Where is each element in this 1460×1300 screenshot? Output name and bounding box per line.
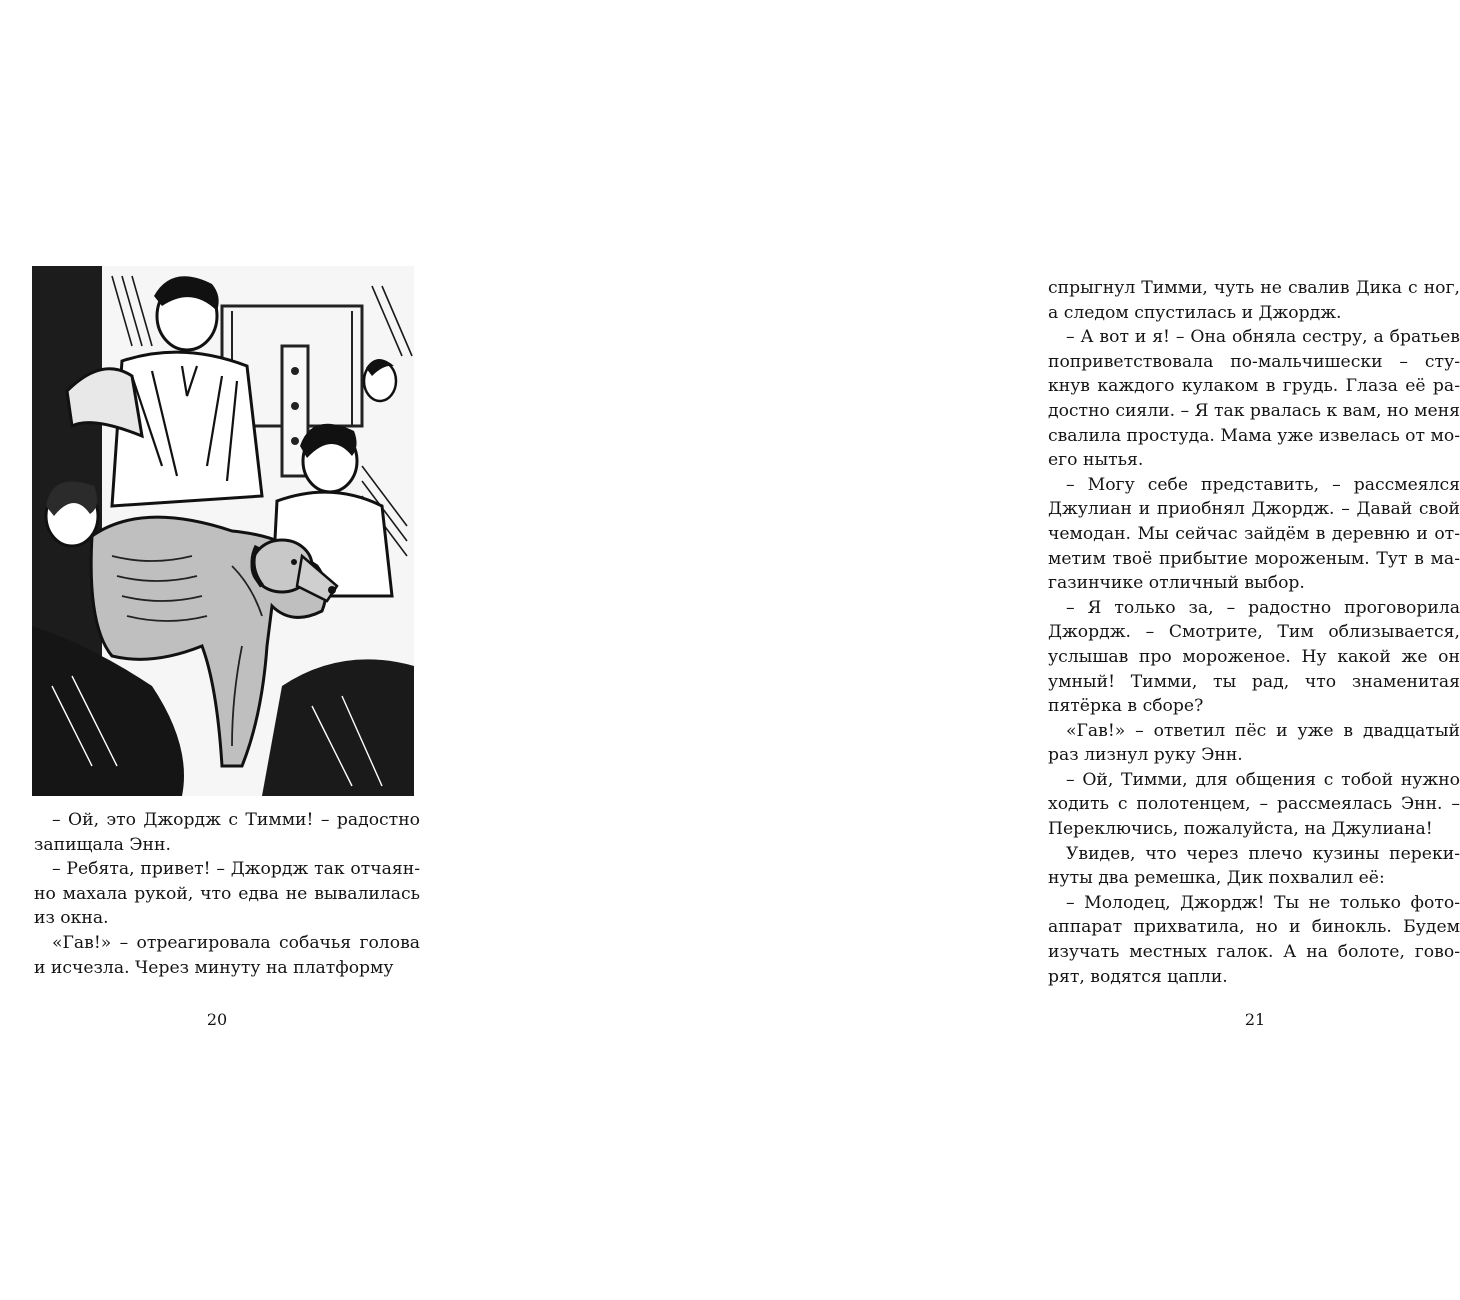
paragraph: Увидев, что через плечо кузины перекинуты два ремешка, Дик похвалил её: <box>1048 843 1460 889</box>
paragraph: – Молодец, Джордж! Ты не только фотоаппарат прихватила, но и бинокль. Будем изучать местных галок. А на болоте, говорят, водятся цапли. <box>1048 892 1460 987</box>
paragraph: – Могу себе представить, – рассмеялся Джулиан и приобнял Джордж. – Давай свой чемодан. Мы сейчас зайдём в деревню и отметим твоё прибытие мороженым. Тут в магазинчике отличный выбор. <box>1048 474 1460 594</box>
paragraph: «Гав!» – отреагировала собачья голова и исчезла. Через минуту на платформу <box>34 932 420 978</box>
book-illustration <box>32 266 414 796</box>
children-with-dog-illustration-icon <box>32 266 414 796</box>
paragraph: – А вот и я! – Она обняла сестру, а братьев поприветствовала по-мальчишески – стукнув каждого кулаком в грудь. Глаза её радостно сияли. – Я так рвалась к вам, но меня свалила простуда. Мама уже извелась от моего нытья. <box>1048 327 1460 471</box>
paragraph: «Гав!» – ответил пёс и уже в двадцатый раз лизнул руку Энн. <box>1048 720 1460 766</box>
right-page <box>500 0 1460 1300</box>
left-page <box>0 0 500 1300</box>
paragraph: – Ребята, привет! – Джордж так отчаянно махала рукой, что едва не вывалилась из окна. <box>34 859 420 929</box>
paragraph: – Ой, Тимми, для общения с тобой нужно ходить с полотенцем, – рассмеялась Энн. – Переключись, пожалуйста, на Джулиана! <box>1048 769 1460 840</box>
paragraph: – Я только за, – радостно проговорила Джордж. – Смотрите, Тим облизывается, услышав про мороженое. Ну какой же он умный! Тимми, ты рад, что знаменитая пятёрка в сборе? <box>1048 597 1460 717</box>
page-number: 20 <box>206 1010 228 1029</box>
paragraph: – Ой, это Джордж с Тимми! – радостно запищала Энн. <box>34 810 420 855</box>
page-number: 21 <box>1244 1010 1266 1029</box>
right-page-text <box>1048 276 1460 989</box>
left-page-text <box>34 808 420 980</box>
paragraph: спрыгнул Тимми, чуть не свалив Дика с ног, а следом спустилась и Джордж. <box>1048 278 1460 323</box>
